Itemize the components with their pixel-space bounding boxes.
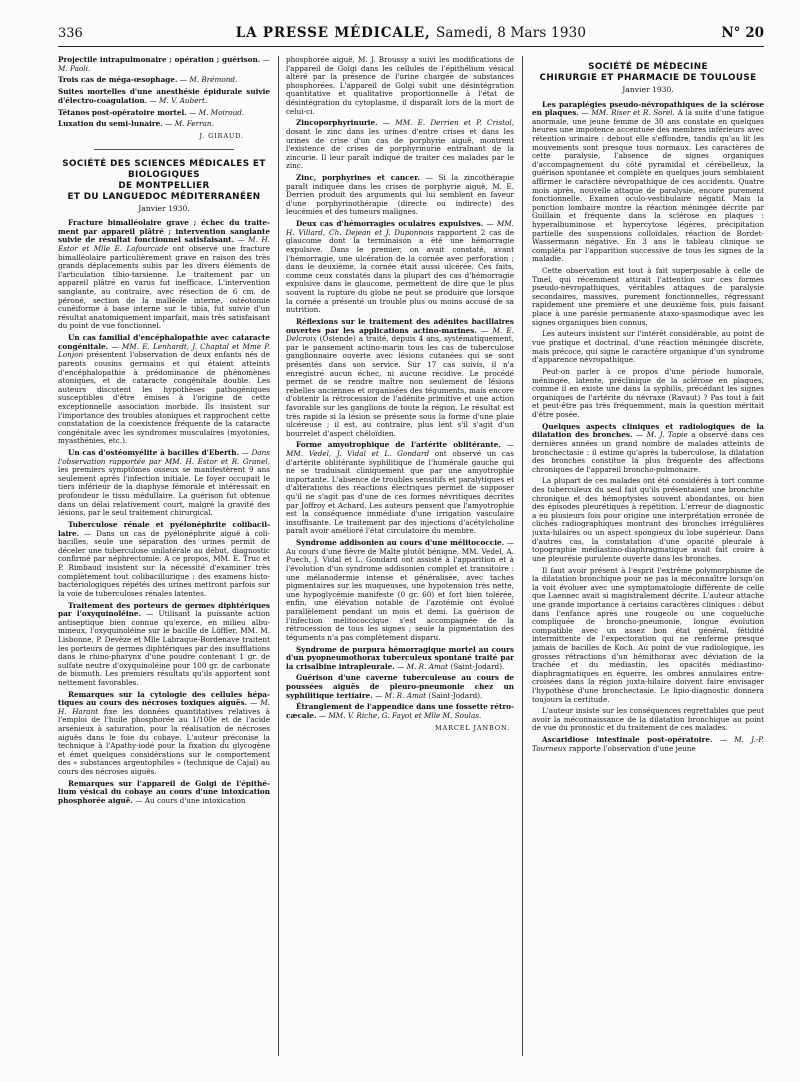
abstract-authors: — M. R. Amat	[397, 661, 449, 671]
abstract-title: Un cas familial d'encéphalopathie avec cataracte congénitale.	[58, 333, 270, 351]
abstract-text: dosant le zinc dans les urines d'entre crises et dans les urines de crise d'un cas de porphyrie aiguë, montrent l'existence de crises de porphyrinurie entraînant de la zincurie. Il leur paraît indiqué de traiter ces malades par le zinc.	[286, 126, 514, 171]
abstract-title: Deux cas d'hémorragies oculaires expulsives.	[296, 219, 484, 229]
column-rule-left	[278, 56, 279, 1056]
abstract	[58, 602, 270, 688]
abstract-title: Zincoporphyrinurie.	[296, 118, 378, 128]
abstract-title: Forme amyotrophique de l'artérite oblitérante.	[296, 440, 501, 450]
abstract-title: Remarques sur l'appareil de Golgi de l'épithélium vésical du cobaye au cours d'une intoxication phosphorée aiguë.	[58, 778, 270, 805]
abstract	[58, 449, 270, 518]
society-heading	[58, 159, 270, 203]
abstract-authors: — M. H. Estor et Mlle E. Lafourcade	[58, 235, 270, 254]
column-right	[532, 56, 764, 1064]
society-name-line: CHIRURGIE ET PHARMACIE DE TOULOUSE	[539, 73, 757, 83]
abstract-title: Étranglement de l'appendice dans une fossette rétro-cæcale.	[286, 702, 514, 721]
abstract	[58, 334, 270, 446]
abstract-text: — Dans un cas de pyélonéphrite aiguë à colibacilles, seule une séparation des urines permit de déceler une tuberculose unilatérale au début, diagnostic confirmé par néphrectomie. A ce propos, MM. E. Truc et P. Rimbaud insistent sur la nécessité d'examiner très complètement tout colibacillurique : des examens histo-bactériologiques répétés des urines mettront parfois sur la voie de tuberculoses rénales latentes.	[58, 528, 270, 598]
column-middle	[286, 56, 514, 1064]
abstract-authors: — MM. Vedel, J. Vidal et L. Gondard	[286, 440, 514, 459]
abstract-authors: — M. E. Delcroix	[286, 325, 514, 344]
abstract-title: Réflexions sur le traitement des adénites bacillaires ouvertes par les applications actino-marines.	[286, 316, 514, 335]
abstract-authors: — MM. E. Derrien et P. Cristol,	[382, 118, 514, 128]
abstract	[286, 703, 514, 720]
abstract-authors: — M. R. Amat	[375, 690, 427, 700]
abstract	[532, 423, 764, 475]
section-divider	[94, 149, 234, 150]
abstract-title: Trois cas de méga-œsophage.	[58, 75, 178, 85]
society-name-line: SOCIÉTÉ DES SCIENCES MÉDICALES ET BIOLOGIQUES	[62, 158, 266, 180]
abstract-title: Un cas d'ostéomyélite à bacilles d'Eberth.	[68, 448, 240, 458]
abstract-text: ont observé une fracture bimalléolaire particulièrement grave en raison des très grands déplacements subis par les divers éléments de l'articulation tibio-tarsienne. Le traitement par un appareil plâtré en varus fut inefficace. L'intervention sanglante, au contraire, avec résection de 6 cm. de péroné, section de la malléole interne, ostéotomie cunéiforme à base interne sur le tibia, fut suivie d'un résultat anatomiquement imparfait, mais très satisfaisant du point de vue fonctionnel.	[58, 244, 270, 331]
signature: MARCEL JANBON.	[434, 723, 510, 732]
abstract-text: A la suite d'une fatigue anormale, une jeune femme de 30 ans constate en quelques heures une impotence accentuée des membres inférieurs avec rétention urinaire : debout elle s'effondre, tandis qu'au lit les mouvements sont presque tous normaux. Les caractères de cette paralysie, l'absence de signes organiques d'accompagnement du côté pyramidal et cérébelleux, la guérison spontanée et complète en quelques jours semblaient affirmer le caractère névropathique de ces accidents. Quatre mois après, nouvelle attaque de paralysie, encore purement fonctionnelle. Examen oculo-vestibulaire négatif. Mais la ponction lombaire montre la réaction méningée décrite par Guillain et fréquente dans la sclérose en plaques : hyperalbuminose et hypercytose légères, précipitation partielle des suspensions colloïdales, réaction de Bordet-Wassermann négative. En 3 ans le tableau clinique se compléta par l'apparition successive de tous les signes de la maladie.	[532, 108, 764, 264]
abstract-text: — Au cours d'une intoxication	[135, 796, 246, 805]
abstract	[58, 691, 270, 777]
column-rule-right	[522, 56, 523, 1056]
abstract	[532, 101, 764, 264]
journal-name: LA PRESSE MÉDICALE,	[235, 25, 431, 41]
abstract	[532, 736, 764, 753]
society-heading	[532, 62, 764, 84]
abstract-text: ont observé un cas d'artérite oblitérante syphilitique de l'humérale gauche qui ne se traduisait cliniquement que par une amyotrophie importante. L'absence de troubles sensitifs et paralytiques et d'altérations des réactions électriques permet de supposer qu'il ne s'agit pas d'une de ces formes névritiques décrites par Joffroy et Achard. Les auteurs pensent que l'amyotrophie est la conséquence immédiate d'une irrigation vasculaire insuffisante. Le traitement par des injections d'acétylcholine paraît avoir amélioré l'état circulatoire du membre.	[286, 449, 514, 536]
continued-text: phosphorée aiguë, M. J. Broussy a suivi les modifications de l'appareil de Golgi dans les cellules de l'épithélium vésical altéré par la présence de l'urine chargée de substances phosphorées. L'appareil de Golgi subit une désintégration quantitative et qualitative proportionnelle à l'état de désintégration du cytoplasme, il disparaît lors de la mort de celui-ci.	[286, 56, 514, 116]
abstract-title: Zinc, porphyrines et cancer.	[296, 173, 420, 183]
abstract-authors: — MM. E. Lenhardt, J. Chaptal et Mme P. Lonjon	[58, 341, 270, 360]
running-header	[58, 24, 764, 47]
abstract-title: Tétanos post-opératoire mortel.	[58, 107, 187, 117]
abstract-title: Traitement des porteurs de germes diphtériques par l'oxyquinoléine.	[58, 600, 270, 619]
abstract-authors: — M. Ferran.	[165, 119, 214, 129]
session-date: Janvier 1930.	[622, 85, 674, 94]
abstract	[58, 56, 270, 73]
abstract-authors: — MM. V. Riche, G. Fayot et Mlle M. Soulas.	[318, 711, 482, 721]
abstract	[286, 220, 514, 315]
abstract-authors: — M. Paoli.	[58, 56, 270, 73]
abstract-title: Les paraplégies pseudo-névropathiques de la sclérose en plaques.	[532, 99, 764, 118]
abstract-text: rapportent 2 cas de glaucome dont la terminaison a été une hémorragie expulsive. Dans le premier, on avait constaté, avant l'hémorragie, une ulcération de la cornée avec perforation ; dans le deuxième, la cornée était aussi ulcérée. Ces faits, comme ceux constatés dans la plupart des cas d'hémorragie expulsive dans le glaucome, permettent de dire que le plus souvent la rupture du globe ne peut se produire que lorsque la cornée a présenté un trouble plus ou moins accusé de sa nutrition.	[286, 227, 514, 315]
abstract	[58, 109, 270, 118]
abstract-text: les premiers symptômes osseux se manifestèrent 9 ans seulement après l'infection initiale. Le foyer occupait le tiers inférieur de la diaphyse fémorale et intéressait en profondeur le tissu médullaire. La guérison fut obtenue dans un délai relativement court, malgré la gravité des lésions, par le seul traitement chirurgical.	[58, 465, 270, 518]
abstract-paragraph: Les auteurs insistent sur l'intérêt considérable, au point de vue pratique et doctrinal, d'une réaction méningée discrète, mais précoce, qui signe le caractère organique d'un syndrome d'apparence névropathique.	[532, 329, 764, 365]
abstract-text: — Au cours d'une fièvre de Malte plutôt bénigne, MM. Vedel, A. Puech, J. Vidal et L. Gondard ont assisté à l'apparition et à l'évolution d'un syndrome addisonien complet et transitoire : une mélanodermie intense et généralisée, avec taches pigmentaires sur les muqueuses, une hypotension très nette, une hypoglycémie manifeste (0 gr. 60) et fort bien tolérée, enfin, une élévation notable de l'azotémie ont évolué parallèlement pendant un mois et demi. La guérison de l'infection mélitococcique s'est accompagnée de la rétrocession de tous les signes ; seule la pigmentation des téguments n'a pas complètement disparu.	[286, 538, 514, 642]
abstract	[286, 539, 514, 642]
abstract-title: Syndrome addisonien au cours d'une mélitococcie.	[296, 538, 505, 548]
abstract-text: — Si la zincothérapie paraît indiquée dans les crises de porphyrie aiguë, M. E. Derrien produit des arguments qui lui semblent en faveur d'une porphyrinothérapie (directe ou indirecte) des leucémies et des tumeurs malignes.	[286, 173, 514, 217]
abstract-title: Tuberculose rénale et pyélonéphrite colibacillaire.	[58, 520, 270, 538]
abstract-text: présentent l'observation de deux enfants nés de parents cousins germains et qui étaient atteints d'encéphalopathie à prédominance de phénomènes atoniques, et de cataracte congénitale double. Les auteurs discutent les hypothèses pathogéniques susceptibles d'être émises à l'origine de cette exceptionnelle association morbide. Ils insistent sur l'importance des troubles atoniques et rapprochent cette constatation de la coexistence fréquente de la cataracte congénitale avec les syndromes musculaires (myotonies, myasthénies, etc.).	[58, 350, 270, 446]
page-number: 336	[58, 26, 83, 41]
abstract-paragraph: Peut-on parler à ce propos d'une période humorale, méningée, latente, préclinique de la sclérose en plaques, comme il en existe une dans la syphilis, précédant les signes organiques de l'artérite du névraxe (Ravaut) ? Pas tout à fait et peut-être pas très fréquemment, mais la question méritait d'être posée.	[532, 366, 764, 419]
society-name-line: DE MONTPELLIER	[118, 180, 210, 191]
abstract-title: Suites mortelles d'une anesthésie épidurale suivie d'électro-coagulation.	[58, 87, 270, 105]
abstract-title: Projectile intrapulmonaire ; opération ; guérison.	[58, 56, 261, 64]
abstract-authors: — M. J.-P. Tourneux	[532, 735, 764, 753]
abstract-title: Syndrome de purpura hémorragique mortel au cours d'un pyopneumothorax tuberculeux spontané traité par la crisalbine intrapleurale.	[286, 644, 514, 671]
abstract	[58, 219, 270, 331]
signature: J. GIRAUD.	[199, 132, 244, 141]
abstract-text: (Saint-Jodard).	[450, 661, 505, 671]
abstract	[58, 88, 270, 105]
society-name-line: SOCIÉTÉ DE MÉDECINE	[588, 62, 708, 72]
abstract-text: a observé dans ces dernières années un grand nombre de malades atteints de bronchectasie : il estime qu'après la tuberculose, la dilatation des bronches constitue la plus fréquente des affections chroniques de l'appareil broncho-pulmonaire.	[532, 430, 764, 474]
abstract-authors: — Dans l'observation rapportée par MM. H. Estor et R. Granel,	[58, 448, 270, 466]
column-left	[58, 56, 270, 1064]
abstract-title: Luxation du semi-lunaire.	[58, 119, 163, 129]
abstract	[58, 780, 270, 806]
abstract-authors: — M. Moiroud.	[189, 107, 245, 117]
abstract-text: rapporte l'observation d'une jeune	[568, 743, 696, 753]
abstract-text: fixe les données quantitatives relatives à l'emploi de l'huile phosphorée au 1/100e et de l'acide arsénieux à saturation, pour la réalisation de nécroses aiguës dans le foie du cobaye. L'auteur préconise la technique à l'Apathy-iodé pour la fixation du glycogène et émet quelques considérations sur le comportement des « substances argentophiles » (technique de Cajal) au cours des nécroses aiguës.	[58, 706, 270, 777]
abstract	[286, 119, 514, 171]
abstract-title: Remarques sur la cytologie des cellules hépatiques au cours des nécroses toxiques aiguës.	[58, 689, 270, 708]
abstract-title: Ascaridiose intestinale post-opératoire.	[542, 735, 713, 745]
abstract	[58, 76, 270, 85]
abstract	[286, 318, 514, 438]
abstract-text: (Ostende) a traité, depuis 4 ans, systématiquement, par le pansement actino-marin tous les cas de tuberculose ganglionnaire ouverte avec lésions cutanées qui se sont présentés dans son service. Sur 17 cas suivis, il n'a enregistré aucun échec, ni aucune récidive. Le procédé permet de se rendre maître non seulement de lésions rebelles anciennes et organisées des téguments, mais encore d'obtenir la rétrocession de l'adénite primitive et une action favorable sur les ganglions de toute la région. Le résultat est très rapide si la lésion se présente sous la forme d'une plaie ulcéreuse ; il est, au contraire, plus lent s'il s'agit d'un bourrelet d'aspect chéloïdien.	[286, 334, 514, 438]
abstract-paragraph: Il faut avoir présent à l'esprit l'extrême polymorphisme de la dilatation bronchique pour ne pas la méconnaître lorsqu'on la voit évoluer avec une symptomatologie différente de celle que Laennec avait si magistralement décrite. L'auteur attache une grande importance à certains caractères cliniques : début dans l'enfance après une rougeole ou une coqueluche compliquée de broncho-pneumonie, longue évolution compatible avec un assez bon état général, fétidité intermittente de l'expectoration qui ne renferme presque jamais de bacilles de Koch. Au point de vue radiologique, les grosses rétractions d'un hémithorax avec déviation de la trachée et du médiastin, les opacités médiastino-diaphragmatiques en équerre, les ombres annulaires entre-croisées dans la région juxta-hilaire doivent faire envisager l'hypothèse d'une bronchectasie. Le lipio-diagnostic donnera toujours la certitude.	[532, 565, 764, 704]
abstract-authors: — M. Brémond.	[179, 75, 238, 85]
society-name-line: ET DU LANGUEDOC MÉDITERRANÉEN	[67, 191, 261, 202]
abstract-authors: — MM. Riser et R. Sorel.	[581, 108, 675, 118]
abstract-title: Fracture bimalléolaire grave ; échec du traitement par appareil plâtré ; intervention sanglante suivie de résultat fonctionnel satisfaisant.	[58, 218, 270, 245]
abstract	[286, 646, 514, 672]
abstract-authors: — M. H. Harant	[58, 698, 270, 716]
abstract	[286, 174, 514, 217]
abstract-paragraph: L'auteur insiste sur les conséquences regrettables que peut avoir la méconnaissance de la dilatation bronchique au point de vue du pronostic et du traitement de ces malades.	[532, 706, 764, 733]
abstract-authors: — M. V. Aubert.	[149, 95, 208, 105]
abstract	[58, 120, 270, 129]
abstract-paragraph: La plupart de ces malades ont été considérés à tort comme des tuberculeux du seul fait qu'ils présentaient une bronchite chronique et des hémoptysies souvent abondantes, ou bien des épisodes pleurétiques à répétition. L'erreur de diagnostic a eu plusieurs fois pour origine une interprétation erronée de clichés radiographiques montrant des bronches irrégulières juxta-hilaires ou un aspect spongieux du lobe supérieur. Dans d'autres cas, la constatation d'une opacité pleurale à topographie médiastino-diaphragmatique avait fait croire à une pleurésie purulente ouverte dans les bronches.	[532, 476, 764, 563]
abstract	[286, 441, 514, 536]
abstract-title: Guérison d'une caverne tuberculeuse au cours de poussées aiguës de pleuro-pneumonie chez un syphilitique tertiaire.	[286, 673, 514, 700]
abstract-text: — Utilisant la puissante action antiseptique bien connue qu'exerce, en milieu albumineux, l'oxyquinoléine sur le bacille de Löffler, MM. M. Lisbonne, P. Devèze et Mlle Labraque-Bordenave traitent les porteurs de germes diphtériques par des insufflations dans le rhino-pharynx d'une poudre contenant 1 gr. de sulfate neutre d'oxyquinoléine pour 100 gr. de carbonate de bismuth. Les premiers résultats qu'ils apportent sont nettement favorables.	[58, 609, 270, 687]
abstract	[286, 674, 514, 700]
abstract-authors: — MM. H. Villard, Ch. Dejean et J. Duponnois	[286, 219, 514, 237]
abstract-title: Quelques aspects cliniques et radiologiques de la dilatation des bronches.	[532, 421, 764, 440]
abstract-text: (Saint-Jodard).	[428, 690, 483, 700]
session-date: Janvier 1930.	[138, 203, 190, 213]
issue-date: Samedi, 8 Mars 1930	[435, 25, 587, 41]
abstract	[58, 521, 270, 598]
journal-title	[58, 25, 764, 41]
abstract-paragraph: Cette observation est tout à fait superposable à celle de Tinel, qui récemment attirait l'attention sur ces formes pseudo-névropathiques, véritables attaques de paralysie secondaires, massives, purement fonctionnelles, régressant rapidement une première et une deuxième fois, puis faisant place à une parésie permanente ataxo-spasmodique avec les signes organiques bien connus.	[532, 266, 764, 327]
abstract-authors: — M. J. Tapie	[635, 430, 688, 440]
issue-number: N° 20	[721, 25, 764, 41]
